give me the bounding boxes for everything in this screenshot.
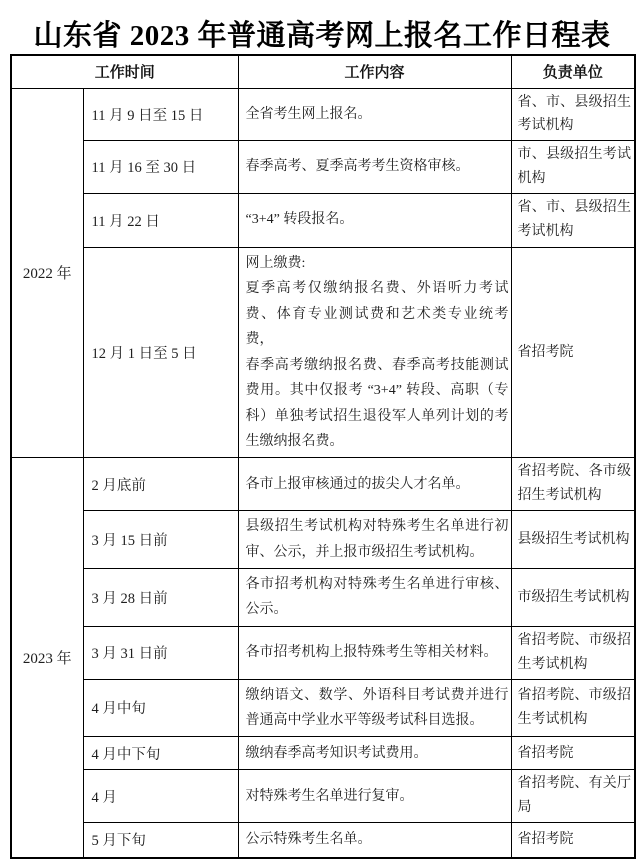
content-cell: 县级招生考试机构对特殊考生名单进行初审、公示，并上报市级招生考试机构。 xyxy=(238,511,511,569)
table-row xyxy=(11,193,635,247)
year-cell-2022: 2022 年 xyxy=(11,88,83,458)
table-row xyxy=(11,737,635,770)
content-cell: 全省考生网上报名。 xyxy=(238,88,511,141)
time-cell: 4 月 xyxy=(83,770,238,823)
time-cell: 5 月下旬 xyxy=(83,823,238,858)
content-cell: 缴纳春季高考知识考试费用。 xyxy=(238,737,511,770)
table-row xyxy=(11,247,635,458)
col-header-time: 工作时间 xyxy=(11,55,238,88)
content-cell: 公示特殊考生名单。 xyxy=(238,823,511,858)
time-cell: 4 月中下旬 xyxy=(83,737,238,770)
content-cell: 对特殊考生名单进行复审。 xyxy=(238,770,511,823)
unit-cell: 省招考院 xyxy=(511,737,635,770)
year-cell-2023: 2023 年 xyxy=(11,458,83,858)
time-cell: 2 月底前 xyxy=(83,458,238,511)
time-cell: 3 月 28 日前 xyxy=(83,568,238,626)
table-row xyxy=(11,770,635,823)
header-row xyxy=(11,55,635,88)
unit-cell: 省招考院、市级招生考试机构 xyxy=(511,679,635,737)
table-row xyxy=(11,511,635,569)
unit-cell: 市、县级招生考试机构 xyxy=(511,141,635,194)
time-cell: 3 月 15 日前 xyxy=(83,511,238,569)
table-row xyxy=(11,88,635,141)
table-row xyxy=(11,458,635,511)
time-cell: 11 月 16 至 30 日 xyxy=(83,141,238,194)
unit-cell: 省招考院、有关厅局 xyxy=(511,770,635,823)
table-row xyxy=(11,823,635,858)
unit-cell: 县级招生考试机构 xyxy=(511,511,635,569)
content-cell: 各市招考机构上报特殊考生等相关材料。 xyxy=(238,626,511,679)
table-row xyxy=(11,626,635,679)
time-cell: 4 月中旬 xyxy=(83,679,238,737)
content-cell: 各市上报审核通过的拔尖人才名单。 xyxy=(238,458,511,511)
content-cell: 缴纳语文、数学、外语科目考试费并进行普通高中学业水平等级考试科目选报。 xyxy=(238,679,511,737)
schedule-table xyxy=(10,54,636,859)
page-title: 山东省 2023 年普通高考网上报名工作日程表 xyxy=(33,20,611,52)
unit-cell: 省招考院、各市级招生考试机构 xyxy=(511,458,635,511)
unit-cell: 省招考院 xyxy=(511,247,635,458)
table-row xyxy=(11,679,635,737)
unit-cell: 省、市、县级招生考试机构 xyxy=(511,193,635,247)
content-cell: “3+4” 转段报名。 xyxy=(238,193,511,247)
col-header-unit: 负责单位 xyxy=(511,55,635,88)
unit-cell: 省招考院 xyxy=(511,823,635,858)
content-cell: 各市招考机构对特殊考生名单进行审核、公示。 xyxy=(238,568,511,626)
time-cell: 11 月 22 日 xyxy=(83,193,238,247)
unit-cell: 省、市、县级招生考试机构 xyxy=(511,88,635,141)
content-cell: 网上缴费: 夏季高考仅缴纳报名费、外语听力考试费、体育专业测试费和艺术类专业统考费， 春季高考缴纳报名费、春季高考技能测试费用。其中仅报考 “3+4” 转段、高职（专科）单独考试招生退役军人单列计划的考生缴纳报名费。 xyxy=(238,247,511,458)
time-cell: 12 月 1 日至 5 日 xyxy=(83,247,238,458)
table-row xyxy=(11,568,635,626)
table-row xyxy=(11,141,635,194)
unit-cell: 省招考院、市级招生考试机构 xyxy=(511,626,635,679)
time-cell: 11 月 9 日至 15 日 xyxy=(83,88,238,141)
unit-cell: 市级招生考试机构 xyxy=(511,568,635,626)
time-cell: 3 月 31 日前 xyxy=(83,626,238,679)
col-header-content: 工作内容 xyxy=(238,55,511,88)
content-cell: 春季高考、夏季高考考生资格审核。 xyxy=(238,141,511,194)
